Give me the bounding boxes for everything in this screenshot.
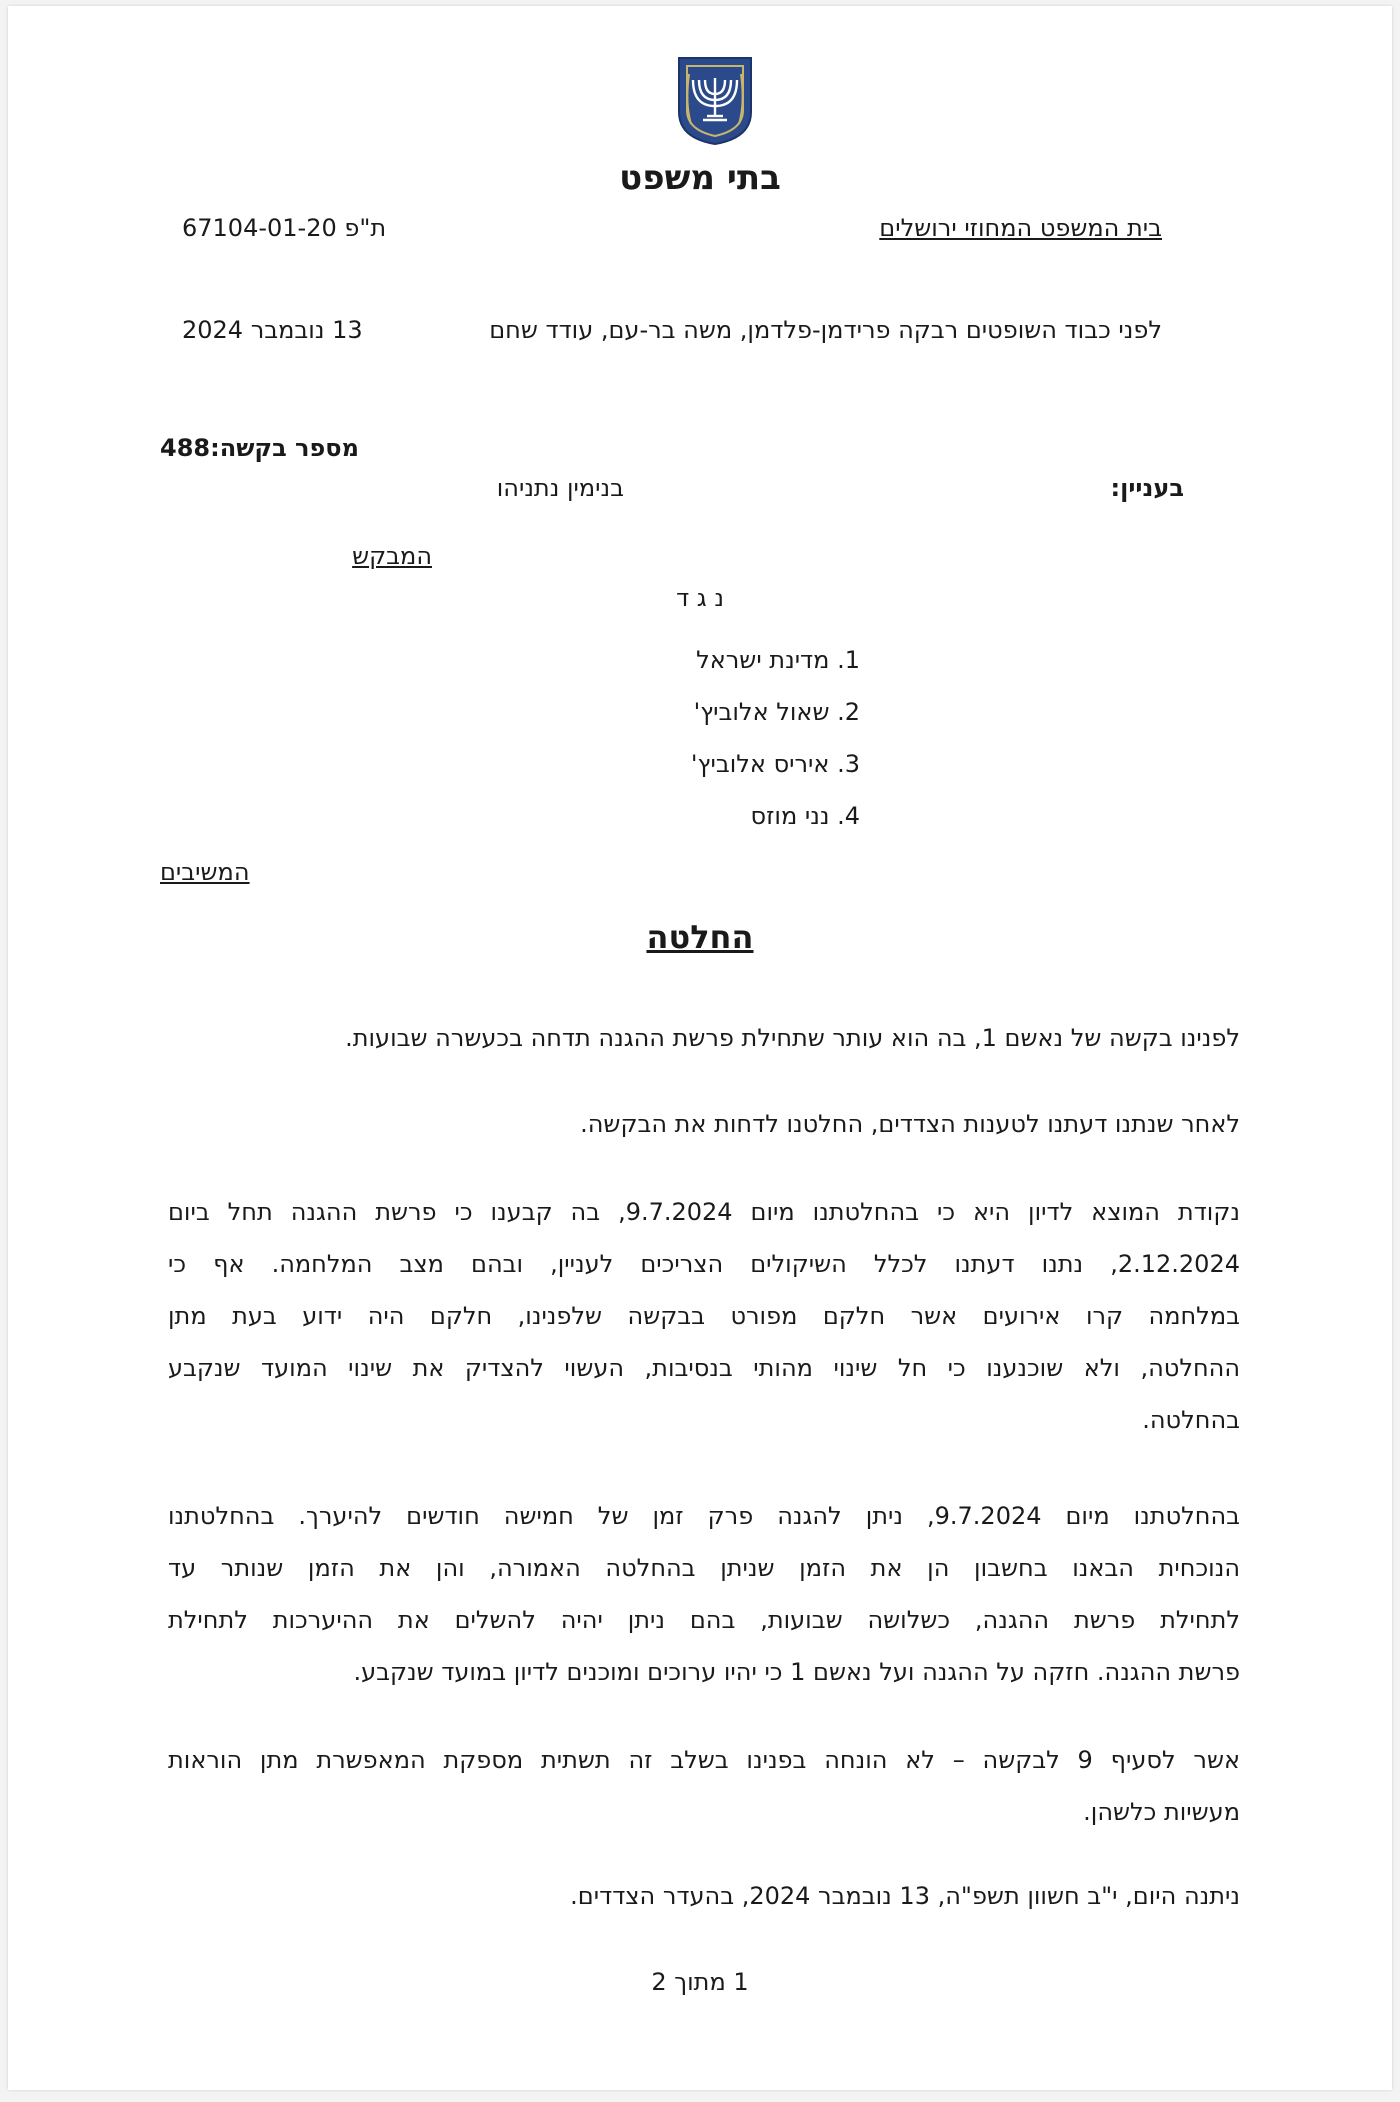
paragraph-5 <box>168 1734 1240 1838</box>
court-location: בית המשפט המחוזי ירושלים <box>879 214 1162 242</box>
page-total: 2 <box>651 1968 667 1996</box>
paragraph-3-line: בהחלטה. <box>1142 1406 1240 1434</box>
document-page <box>8 6 1392 2090</box>
paragraph-4-line: פרשת ההגנה. חזקה על ההגנה ועל נאשם 1 כי יהיו ערוכים ומוכנים לדיון במועד שנקבע. <box>353 1658 1240 1686</box>
paragraph-4-line: בהחלטתנו מיום 9.7.2024, ניתן להגנה פרק זמן של חמישה חודשים להיערך. בהחלטתנו <box>168 1502 1240 1530</box>
respondent-1: 1. מדינת ישראל <box>696 646 860 674</box>
paragraph-4-line: לתחילת פרשת ההגנה, כשלושה שבועות, בהם ניתן יהיה להשלים את ההיערכות לתחילת <box>168 1606 1240 1634</box>
state-emblem-icon <box>675 54 755 146</box>
paragraph-5-line: מעשיות כלשהן. <box>1083 1798 1240 1826</box>
respondent-4: 4. נני מוזס <box>750 802 860 830</box>
paragraph-3 <box>168 1186 1240 1446</box>
decision-date: 13 נובמבר 2024 <box>182 316 363 344</box>
respondent-2: 2. שאול אלוביץ' <box>693 698 860 726</box>
paragraph-2 <box>168 1098 1240 1150</box>
paragraph-3-line: ההחלטה, ולא שוכנענו כי חל שינוי מהותי בנסיבות, העשוי להצדיק את שינוי המועד שנקבע <box>168 1354 1240 1382</box>
respondent-3: 3. איריס אלוביץ' <box>690 750 860 778</box>
request-number-label: מספר בקשה: <box>210 434 359 462</box>
given-statement <box>168 1870 1240 1922</box>
page-of-label: מתוך <box>674 1968 726 1996</box>
matter-label: בעניין: <box>1110 474 1184 502</box>
respondents-role: המשיבים <box>160 858 250 886</box>
paragraph-5-line: אשר לסעיף 9 לבקשה – לא הונחה בפנינו בשלב זה תשתית מספקת המאפשרת מתן הוראות <box>168 1746 1240 1774</box>
request-number <box>160 434 359 462</box>
applicant-role: המבקש <box>352 542 432 570</box>
court-name: בתי משפט <box>619 158 781 198</box>
applicant-name: בנימין נתניהו <box>496 474 624 502</box>
paragraph-3-line: 2.12.2024, נתנו דעתנו לכלל השיקולים הצריכים לעניין, ובהם מצב המלחמה. אף כי <box>168 1250 1240 1278</box>
paragraph-3-line: במלחמה קרו אירועים אשר חלקם מפורט בבקשה שלפנינו, חלקם היה ידוע בעת מתן <box>168 1302 1240 1330</box>
page-current: 1 <box>733 1968 749 1996</box>
case-number: ת"פ 67104-01-20 <box>182 214 387 242</box>
versus-label: נ ג ד <box>676 584 724 612</box>
request-number-value: 488 <box>160 434 211 462</box>
paragraph-1 <box>168 1012 1240 1064</box>
page-indicator <box>8 1968 1392 1996</box>
paragraph-3-line: נקודת המוצא לדיון היא כי בהחלטתנו מיום 9.7.2024, בה קבענו כי פרשת ההגנה תחל ביום <box>168 1198 1240 1226</box>
judges-line: לפני כבוד השופטים רבקה פרידמן-פלדמן, משה בר-עם, עודד שחם <box>489 316 1162 344</box>
given-statement-text: ניתנה היום, י"ב חשוון תשפ"ה, 13 נובמבר 2024, בהעדר הצדדים. <box>570 1882 1240 1910</box>
paragraph-4 <box>168 1490 1240 1698</box>
decision-title: החלטה <box>646 918 754 956</box>
paragraph-2-text: לאחר שנתנו דעתנו לטענות הצדדים, החלטנו לדחות את הבקשה. <box>580 1110 1240 1138</box>
paragraph-1-text: לפנינו בקשה של נאשם 1, בה הוא עותר שתחילת פרשת ההגנה תדחה בכעשרה שבועות. <box>345 1024 1240 1052</box>
paragraph-4-line: הנוכחית הבאנו בחשבון הן את הזמן שניתן בהחלטה האמורה, והן את הזמן שנותר עד <box>168 1554 1240 1582</box>
